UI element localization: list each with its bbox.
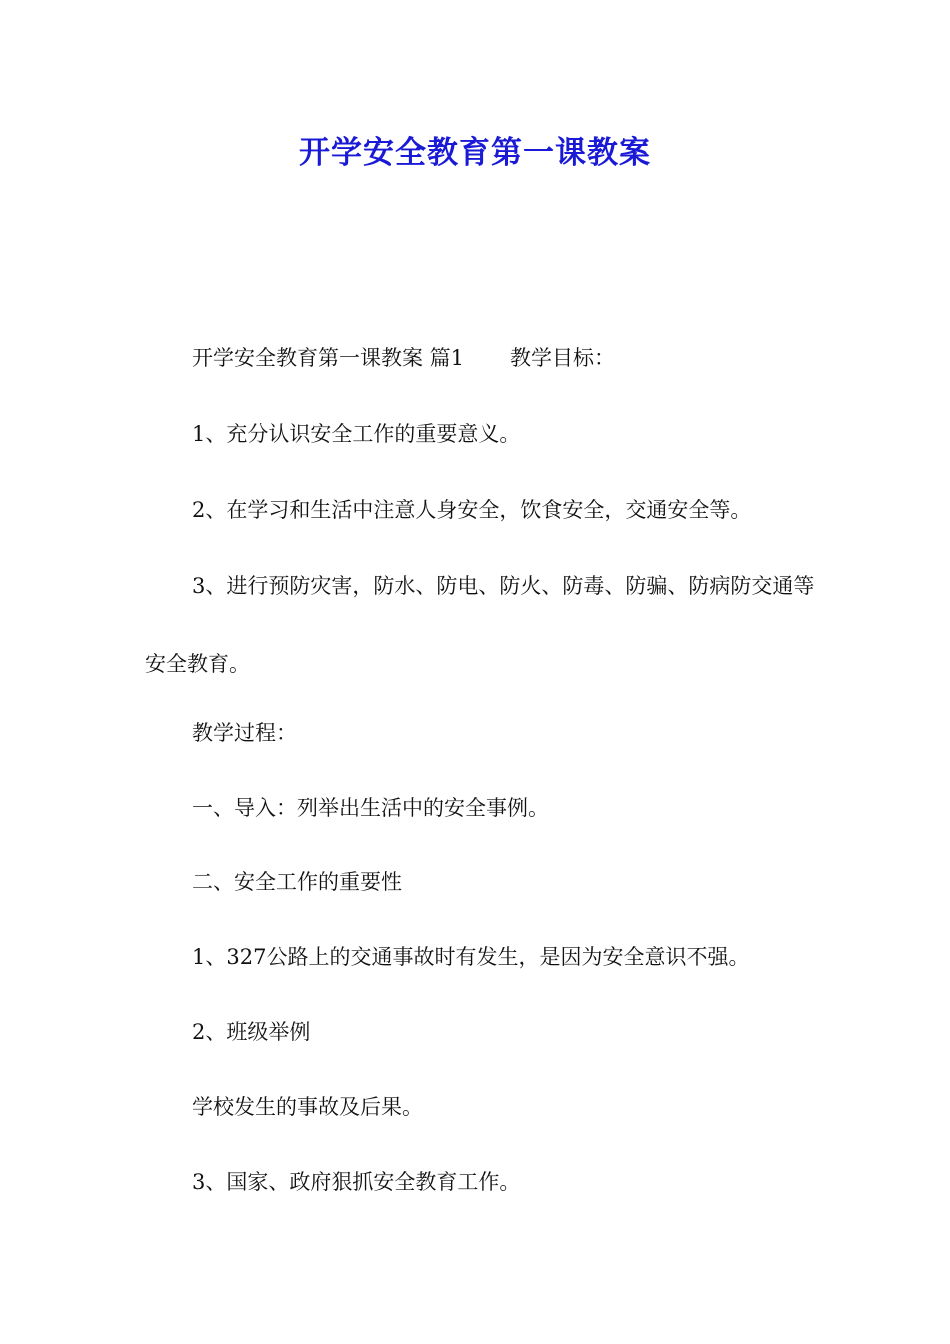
document-title: 开学安全教育第一课教案 (299, 135, 651, 171)
section-heading-line (192, 343, 615, 373)
goals-label: 教学目标： (510, 346, 616, 370)
goal-item-3: 3、进行预防灾害，防水、防电、防火、防毒、防骗、防病防交通等安全教育。 (145, 574, 815, 676)
section-heading: 开学安全教育第一课教案 篇1 (192, 346, 465, 370)
process-item-5: 学校发生的事故及后果。 (192, 1095, 423, 1119)
process-item-4: 2、班级举例 (192, 1020, 311, 1044)
process-item-6: 3、国家、政府狠抓安全教育工作。 (192, 1170, 521, 1194)
process-label: 教学过程： (192, 721, 297, 745)
goal-item-2: 2、在学习和生活中注意人身安全，饮食安全，交通安全等。 (192, 498, 752, 522)
process-item-2: 二、安全工作的重要性 (192, 870, 402, 894)
process-item-3: 1、327公路上的交通事故时有发生，是因为安全意识不强。 (192, 945, 750, 969)
process-item-1: 一、导入：列举出生活中的安全事例。 (192, 796, 549, 820)
goal-item-1: 1、充分认识安全工作的重要意义。 (192, 422, 521, 446)
